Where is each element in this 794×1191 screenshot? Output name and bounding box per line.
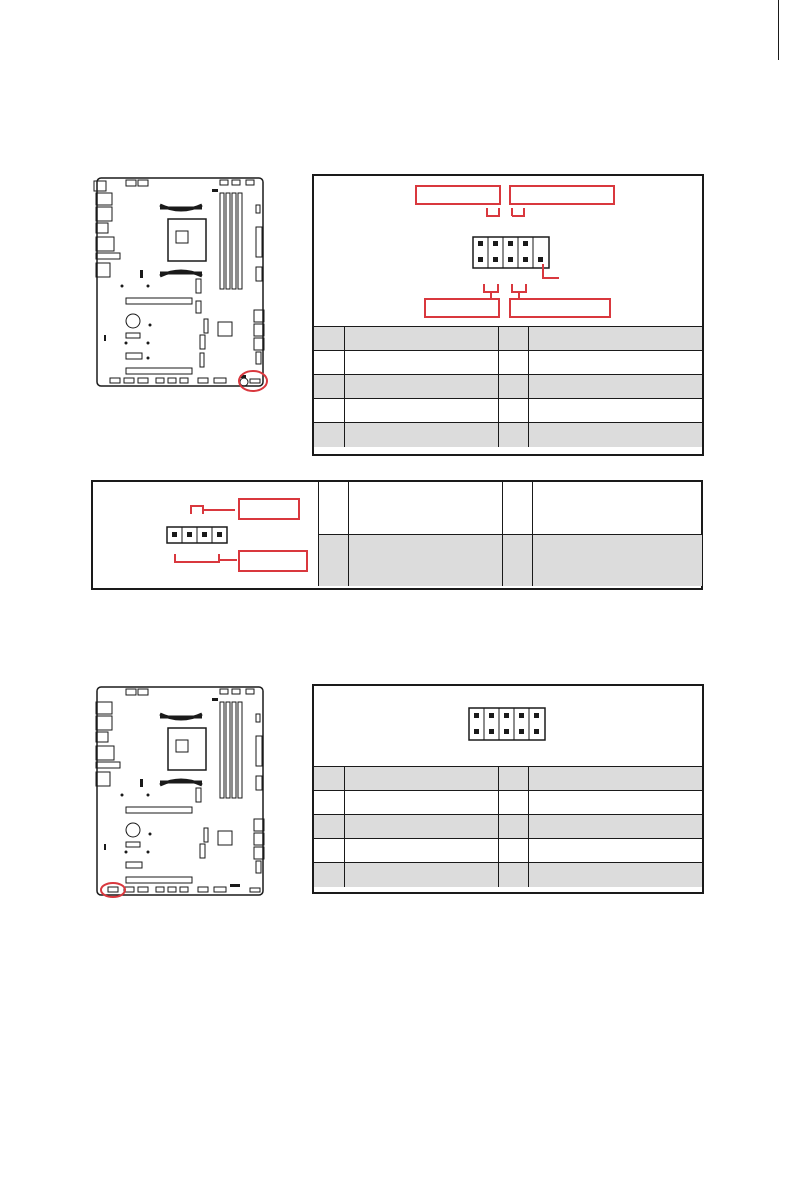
table-row	[314, 767, 702, 791]
pin-table-3	[314, 766, 702, 887]
label-bottom-left	[424, 298, 500, 318]
label-top-right	[509, 185, 615, 205]
pin-table-1	[314, 326, 702, 447]
pin-header-10-pin	[464, 204, 574, 298]
motherboard-diagram-1	[92, 175, 282, 395]
table-row	[319, 482, 702, 534]
label-bottom	[238, 550, 308, 572]
page-edge-marker	[778, 0, 779, 60]
table-row	[314, 327, 702, 351]
label-top-left	[415, 185, 501, 205]
connector-panel-1	[312, 174, 704, 456]
table-row	[314, 839, 702, 863]
table-row	[314, 399, 702, 423]
table-row	[314, 791, 702, 815]
label-top	[238, 498, 300, 520]
table-row	[314, 423, 702, 447]
table-row	[319, 534, 702, 586]
table-row	[314, 375, 702, 399]
label-bottom-right	[509, 298, 611, 318]
table-row	[314, 351, 702, 375]
connector-panel-2	[91, 480, 703, 590]
motherboard-diagram-2	[92, 684, 282, 904]
pin-table-2	[318, 482, 702, 586]
connector-panel-3	[312, 684, 704, 894]
table-row	[314, 863, 702, 887]
table-row	[314, 815, 702, 839]
pin-header-10-pin-b	[464, 704, 554, 748]
